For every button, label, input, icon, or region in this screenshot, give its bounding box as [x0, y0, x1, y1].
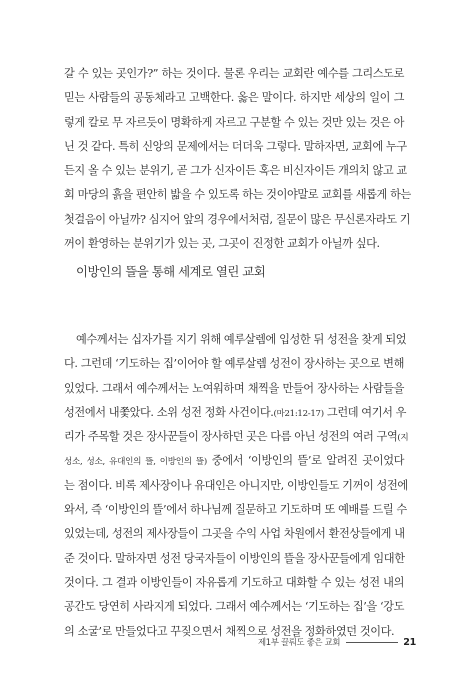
section-heading: 이방인의 뜰을 통해 세계로 열린 교회 — [76, 264, 266, 279]
text-line: 다. 그런데 ‘기도하는 집’이어야 할 예루살렘 성전이 장사하는 곳으로 변해 — [64, 357, 404, 371]
text-line: 것이다. 그 결과 이방인들이 자유롭게 기도하고 대화할 수 있는 성전 내의 — [64, 575, 404, 589]
running-footer — [258, 636, 416, 648]
text-line: 믿는 사람들의 공동체라고 고백한다. 옳은 말이다. 하지만 세상의 일이 그 — [64, 91, 404, 105]
text-line: 닌 것 같다. 특히 신앙의 문제에서는 더더욱 그렇다. 말하자면, 교회에 누구 — [64, 139, 407, 153]
text-segment: 중에서 ‘이방인의 뜰’로 알려진 곳이었다 — [206, 454, 405, 468]
text-line: 예수께서는 십자가를 지기 위해 예루살렘에 입성한 뒤 성전을 찾게 되었 — [76, 333, 407, 346]
text-line: 는 점이다. 비록 제사장이나 유대인은 아니지만, 이방인들도 기꺼이 성전에 — [64, 478, 408, 492]
text-segment: 성전에서 내쫓았다. 소위 성전 정화 사건이다. — [64, 405, 274, 419]
text-line: 렇게 칼로 무 자르듯이 명확하게 자르고 구분할 수 있는 것만 있는 것은 아 — [64, 115, 404, 129]
body-paragraph-2 — [64, 328, 409, 644]
text-segment: 리가 주목할 것은 장사꾼들이 장사하던 곳은 다름 아닌 성전의 여러 구역 — [64, 430, 398, 444]
page-number: 21 — [403, 636, 416, 648]
text-line: 있었는데, 성전의 제사장들이 그곳을 수익 사업 차원에서 환전상들에게 내 — [64, 527, 405, 541]
text-line: 갈 수 있는 곳인가?” 하는 것이다. 물론 우리는 교회란 예수를 그리스도로 — [64, 67, 404, 80]
body-paragraph-1 — [64, 62, 411, 256]
text-line — [64, 425, 409, 449]
text-line: 회 마당의 흙을 편안히 밟을 수 있도록 하는 것이야말로 교회를 새롭게 하는 — [64, 188, 411, 202]
text-line: 꺼이 환영하는 분위기가 있는 곳, 그곳이 진정한 교회가 아닐까 싶다. — [64, 237, 380, 251]
part-title: 제1부 끌뤄도 좋은 교회 — [258, 637, 341, 647]
footer-rule — [346, 642, 398, 643]
text-line: 든지 올 수 있는 분위기, 곧 그가 신자이든 혹은 비신자이든 개의치 않고 교 — [64, 164, 407, 178]
text-segment: 그런데 여기서 우 — [323, 405, 407, 419]
bible-reference: (마21:12-17) — [273, 408, 324, 419]
text-line: 와서, 즉 ‘이방인의 뜰’에서 하나님께 질문하고 기도하며 또 예배를 드릴 수 — [64, 503, 407, 517]
text-line: 준 것이다. 말하자면 성전 당국자들이 이방인의 뜰을 장사꾼들에게 임대한 — [64, 551, 405, 565]
text-line — [64, 449, 404, 473]
text-line — [64, 401, 407, 425]
text-line: 있었다. 그래서 예수께서는 노여워하며 채찍을 만들어 장사하는 사람들을 — [64, 381, 404, 395]
text-line: 첫걸음이 아닐까? 심지어 앞의 경우에서처럼, 질문이 많은 무신론자라도 기 — [64, 212, 411, 226]
parenthetical-note: (지 — [397, 433, 409, 444]
parenthetical-note: 성소, 성소, 유대인의 뜰, 이방인의 뜰) — [64, 457, 207, 468]
text-line: 공간도 당연히 사라지게 되었다. 그래서 예수께서는 ‘기도하는 집’을 ‘강도 — [64, 600, 404, 614]
text-line: 의 소굴’로 만들었다고 꾸짖으면서 채찍으로 성전을 정화하였던 것이다. — [64, 624, 395, 638]
